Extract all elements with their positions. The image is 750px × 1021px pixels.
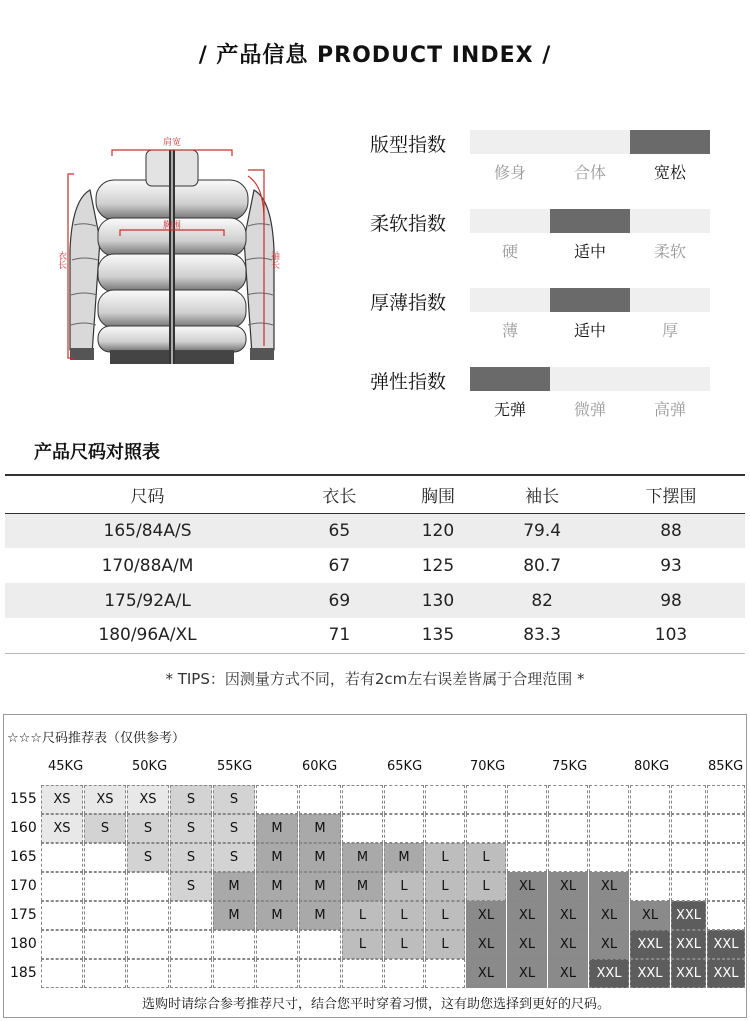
table-cell: 69 [290, 583, 389, 618]
height-label: 165 [10, 849, 37, 865]
weight-label: 50KG [132, 759, 168, 774]
recommend-cell: S [213, 785, 255, 814]
index-option: 高弹 [653, 400, 686, 419]
recommend-cell: XL [589, 901, 629, 930]
recommend-cell [127, 930, 169, 959]
weight-label: 80KG [634, 759, 670, 774]
index-option: 硬 [501, 242, 518, 261]
recommend-cell: S [213, 814, 255, 843]
index-bar [470, 130, 710, 154]
recommend-cell: XL [507, 930, 547, 959]
recommend-grid [4, 715, 748, 985]
table-cell: 180/96A/XL [5, 618, 290, 653]
recommend-cell [213, 959, 255, 988]
recommend-cell [41, 843, 83, 872]
height-label: 160 [10, 820, 37, 836]
recommend-cell: XL [630, 901, 670, 930]
recommend-cell [630, 872, 670, 901]
recommend-cell [84, 872, 126, 901]
recommend-cell: XL [548, 959, 588, 988]
recommend-cell: L [384, 901, 424, 930]
chest-label: 胸围 [162, 221, 182, 231]
recommend-cell: L [466, 872, 506, 901]
index-option: 厚 [661, 321, 678, 340]
recommend-cell: XXL [671, 901, 706, 930]
recommend-cell: XS [84, 785, 126, 814]
recommend-cell: L [425, 930, 465, 959]
recommend-cell [507, 785, 547, 814]
recommend-cell: M [299, 901, 341, 930]
recommend-cell [127, 959, 169, 988]
recommend-cell: M [213, 872, 255, 901]
weight-label: 60KG [302, 759, 338, 774]
recommend-cell: L [342, 901, 383, 930]
size-table [5, 474, 745, 654]
recommend-cell [256, 785, 298, 814]
height-label: 170 [10, 878, 37, 894]
recommend-cell [548, 814, 588, 843]
recommend-cell: M [213, 901, 255, 930]
index-option: 柔软 [653, 242, 686, 261]
index-title: 版型指数 [370, 134, 447, 156]
height-label: 175 [10, 907, 37, 923]
recommend-cell [707, 843, 745, 872]
recommend-cell: XL [548, 901, 588, 930]
table-cell: 71 [290, 618, 389, 653]
recommend-cell [384, 814, 424, 843]
recommend-cell [671, 785, 706, 814]
recommend-cell [41, 901, 83, 930]
recommend-cell: XL [466, 930, 506, 959]
recommend-cell [342, 814, 383, 843]
recommend-cell [466, 814, 506, 843]
recommend-cell [425, 785, 465, 814]
recommend-cell: M [342, 843, 383, 872]
recommend-cell [671, 872, 706, 901]
table-row [5, 513, 745, 548]
recommend-cell: XXL [671, 959, 706, 988]
index-option: 适中 [573, 242, 606, 261]
recommend-cell [589, 814, 629, 843]
recommend-footer: 选购时请综合参考推荐尺寸，结合您平时穿着习惯，这有助您选择到更好的尺码。 [141, 997, 610, 1012]
recommend-cell [384, 959, 424, 988]
recommend-cell: L [425, 901, 465, 930]
index-bar-fill [550, 288, 630, 312]
recommend-cell: S [213, 843, 255, 872]
recommend-cell: XXL [630, 930, 670, 959]
recommend-cell: XL [548, 930, 588, 959]
recommend-cell: L [342, 930, 383, 959]
recommend-cell: S [170, 872, 212, 901]
index-option: 薄 [501, 321, 518, 340]
recommend-cell: L [425, 843, 465, 872]
table-row [5, 548, 745, 583]
recommend-cell: M [299, 843, 341, 872]
table-cell: 67 [328, 555, 351, 576]
size-recommendation [3, 714, 747, 1018]
length-label: 衣长 [56, 251, 66, 269]
recommend-cell: S [127, 814, 169, 843]
recommend-cell [630, 843, 670, 872]
weight-label: 55KG [217, 759, 253, 774]
recommend-cell [507, 814, 547, 843]
recommend-cell: L [384, 930, 424, 959]
recommend-cell [41, 930, 83, 959]
column-header: 胸围 [389, 475, 488, 513]
recommend-cell: XL [589, 872, 629, 901]
recommend-cell [170, 901, 212, 930]
table-cell: 65 [290, 513, 389, 548]
recommend-cell [84, 843, 126, 872]
table-cell: 135 [389, 618, 488, 653]
table-cell: 120 [389, 513, 488, 548]
page-title: / 产品信息 PRODUCT INDEX / [198, 43, 552, 68]
column-header: 袖长 [487, 475, 597, 513]
table-cell: 93 [660, 555, 682, 576]
recommend-cell [707, 872, 745, 901]
size-table-title: 产品尺码对照表 [34, 442, 160, 463]
recommend-cell [707, 814, 745, 843]
table-cell: 79.4 [487, 513, 597, 548]
weight-label: 65KG [387, 759, 423, 774]
recommend-cell: XXL [589, 959, 629, 988]
recommend-cell: S [84, 814, 126, 843]
recommend-cell [127, 901, 169, 930]
recommend-cell [630, 814, 670, 843]
table-cell: 170/88A/M [101, 555, 194, 576]
recommend-cell: S [170, 785, 212, 814]
recommend-cell [170, 930, 212, 959]
recommend-cell [299, 785, 341, 814]
recommend-cell [84, 959, 126, 988]
table-cell: 175/92A/L [5, 583, 290, 618]
recommend-cell: XXL [707, 930, 745, 959]
recommend-cell [671, 843, 706, 872]
index-title: 弹性指数 [370, 371, 447, 393]
index-bar [470, 288, 710, 312]
recommend-cell: M [384, 843, 424, 872]
table-cell: 125 [421, 555, 455, 576]
recommend-cell: XL [507, 901, 547, 930]
weight-label: 45KG [48, 759, 84, 774]
recommend-cell [127, 872, 169, 901]
weight-label: 75KG [552, 759, 588, 774]
recommend-cell [84, 901, 126, 930]
index-bar-fill [630, 130, 710, 154]
recommend-cell: S [170, 814, 212, 843]
recommend-cell [256, 930, 298, 959]
index-bar [470, 367, 710, 391]
recommend-cell [170, 959, 212, 988]
recommend-cell: XL [466, 901, 506, 930]
table-cell: 80.7 [523, 555, 562, 576]
index-option: 无弹 [493, 400, 526, 419]
index-option: 宽松 [653, 163, 686, 182]
recommend-cell [548, 785, 588, 814]
recommend-cell: XXL [671, 930, 706, 959]
recommend-cell: XS [41, 785, 83, 814]
table-cell: 98 [597, 583, 745, 618]
recommend-cell [41, 959, 83, 988]
jacket-diagram [52, 130, 292, 370]
tips-note: * TIPS：因测量方式不同，若有2cm左右误差皆属于合理范围 * [165, 670, 585, 688]
index-option: 适中 [573, 321, 606, 340]
recommend-cell: M [256, 843, 298, 872]
recommend-cell [630, 785, 670, 814]
recommend-cell [425, 959, 465, 988]
index-option: 修身 [493, 163, 526, 182]
right-sleeve [244, 190, 274, 360]
recommend-cell [256, 959, 298, 988]
table-cell: 103 [597, 618, 745, 653]
height-label: 185 [10, 965, 37, 981]
recommend-cell: L [384, 872, 424, 901]
left-sleeve [70, 190, 100, 360]
height-label: 180 [10, 936, 37, 952]
recommend-cell: M [299, 814, 341, 843]
recommend-cell: M [256, 872, 298, 901]
index-bar-fill [470, 367, 550, 391]
column-header: 衣长 [290, 475, 389, 513]
table-cell: 130 [389, 583, 488, 618]
index-option: 微弹 [573, 400, 606, 419]
recommend-cell [589, 785, 629, 814]
table-row [5, 583, 745, 618]
recommend-cell [707, 785, 745, 814]
index-bar-fill [550, 209, 630, 233]
recommend-cell: S [170, 843, 212, 872]
recommend-cell: XS [41, 814, 83, 843]
recommend-cell [342, 959, 383, 988]
recommend-cell: XXL [707, 959, 745, 988]
recommend-cell: M [256, 901, 298, 930]
table-row [5, 618, 745, 653]
recommend-cell: M [256, 814, 298, 843]
sleeve-label: 袖长 [269, 251, 279, 269]
recommend-cell: XL [507, 959, 547, 988]
recommend-cell [707, 901, 745, 930]
recommend-cell [548, 843, 588, 872]
recommend-cell [84, 930, 126, 959]
weight-label: 70KG [470, 759, 506, 774]
weight-label: 85KG [708, 759, 744, 774]
recommend-cell: XL [507, 872, 547, 901]
recommend-cell: M [342, 872, 383, 901]
table-cell: 88 [597, 513, 745, 548]
index-title: 柔软指数 [370, 213, 447, 235]
recommend-cell [671, 814, 706, 843]
column-header: 尺码 [5, 475, 290, 513]
recommend-title: ☆☆☆尺码推荐表（仅供参考） [7, 731, 185, 746]
jacket-body [96, 150, 248, 364]
index-option: 合体 [573, 163, 606, 182]
recommend-cell [425, 814, 465, 843]
recommend-cell: S [127, 843, 169, 872]
column-header: 下摆围 [597, 475, 745, 513]
recommend-cell [589, 843, 629, 872]
index-bar [470, 209, 710, 233]
height-label: 155 [10, 791, 37, 807]
recommend-cell [384, 785, 424, 814]
recommend-cell [466, 785, 506, 814]
table-cell: 165/84A/S [5, 513, 290, 548]
recommend-cell [213, 930, 255, 959]
recommend-cell [41, 872, 83, 901]
recommend-cell [299, 930, 341, 959]
recommend-cell: XL [548, 872, 588, 901]
recommend-cell [507, 843, 547, 872]
table-header-row [5, 475, 745, 513]
recommend-cell: XXL [630, 959, 670, 988]
shoulder-label: 肩宽 [162, 138, 182, 148]
recommend-cell: XL [589, 930, 629, 959]
index-title: 厚薄指数 [370, 292, 447, 314]
table-cell: 83.3 [487, 618, 597, 653]
table-cell: 82 [487, 583, 597, 618]
recommend-cell [299, 959, 341, 988]
recommend-cell: XS [127, 785, 169, 814]
recommend-cell: XL [466, 959, 506, 988]
recommend-cell: L [466, 843, 506, 872]
recommend-cell: M [299, 872, 341, 901]
recommend-cell: L [425, 872, 465, 901]
recommend-cell [342, 785, 383, 814]
